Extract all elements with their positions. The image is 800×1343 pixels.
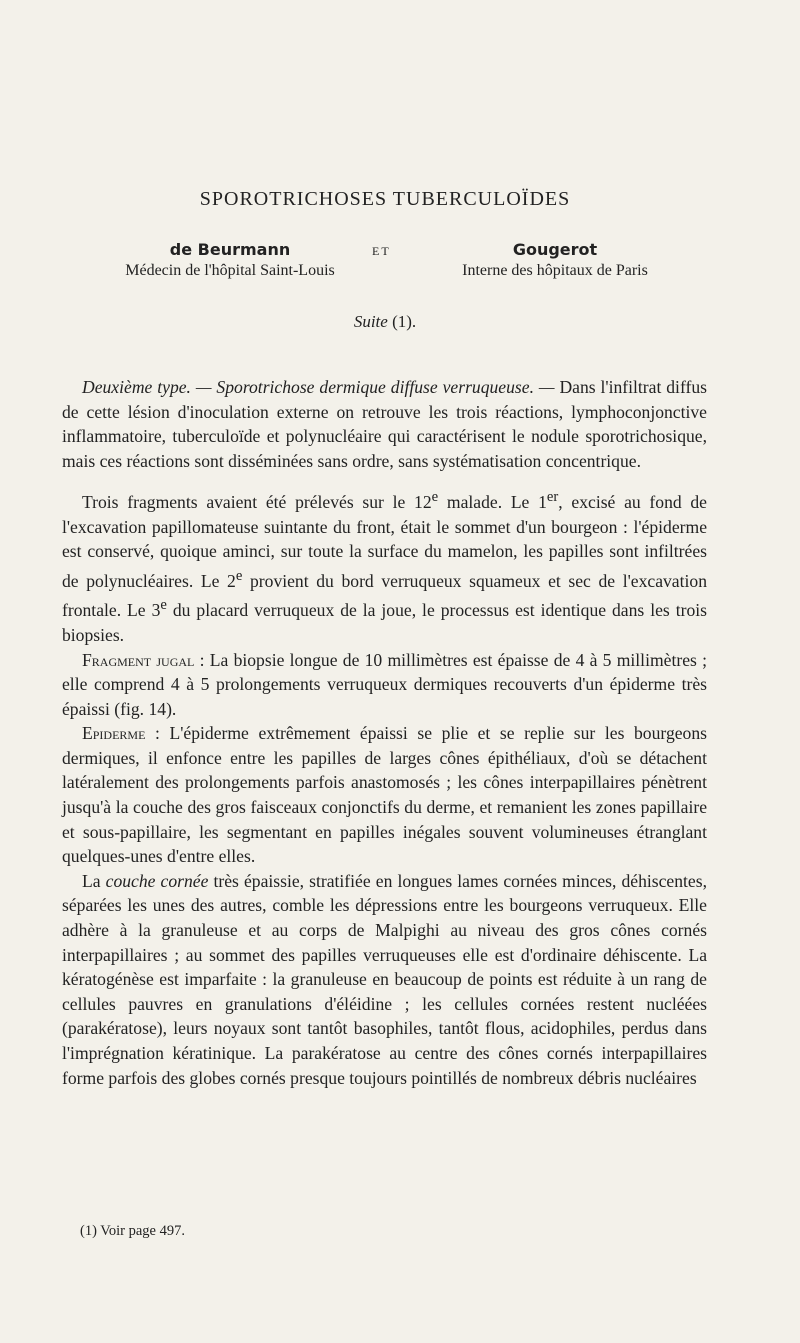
article-body bbox=[62, 375, 707, 1090]
paragraph-epiderme bbox=[62, 721, 707, 869]
text-run: Trois fragments avaient été prélevés sur le 12 bbox=[82, 492, 432, 513]
author-right-role: Interne des hôpitaux de Paris bbox=[462, 262, 648, 279]
article-title: SPOROTRICHOSES TUBERCULOÏDES bbox=[199, 188, 571, 210]
italic-term: couche cornée bbox=[105, 870, 209, 891]
section-heading: Deuxième type. — Sporotrichose dermique diffuse verruqueuse. — bbox=[82, 377, 555, 397]
author-left-role: Médecin de l'hôpital Saint-Louis bbox=[125, 262, 335, 279]
author-block bbox=[0, 240, 800, 300]
superscript: e bbox=[235, 568, 243, 585]
superscript: e bbox=[160, 597, 167, 614]
paragraph-text: Dans l'infiltrat diffus de cette lésion d'inoculation externe on retrouve les trois réactions, lymphoconjonctive inflammatoire, tuberculoïde et polynucléaire qui caractérisent le nodule sporotrichosique, mais ces réactions sont disséminées sans ordre, sans systématisation concentrique. bbox=[62, 377, 707, 471]
continuation-note bbox=[0, 312, 770, 332]
text-run: malade. Le 1 bbox=[438, 492, 547, 513]
author-right bbox=[405, 240, 705, 280]
paragraph-fragments bbox=[62, 485, 707, 647]
paragraph-text: L'épiderme extrêmement épaissi se plie et se replie sur les bourgeons dermiques, il enfonce entre les papilles de larges cônes épithéliaux, d'où se détachent latéralement des prolongements parfois anastomosés ; les cônes interpapillaires pénètrent jusqu'à la couche des gros faisceaux conjonctifs du derme, et remanient les zones papillaire et sous-papillaire, les segmentant en papilles inégales souvent volumineuses étranglant quelques-unes d'entre elles. bbox=[62, 723, 707, 867]
superscript: e bbox=[431, 489, 439, 506]
footnote: (1) Voir page 497. bbox=[80, 1223, 185, 1239]
text-run: La bbox=[82, 870, 106, 891]
paragraph-text: La biopsie longue de 10 millimètres est épaisse de 4 à 5 millimètres ; elle comprend 4 à 5 prolongements verruqueux dermiques recouverts d'un épiderme très épaissi (fig. 14). bbox=[62, 649, 707, 719]
text-run: du placard verruqueux de la joue, le processus est identique dans les trois biopsies. bbox=[62, 600, 707, 645]
author-conjunction: ET bbox=[372, 244, 391, 258]
text-run: , excisé au fond de l'excavation papillomateuse suintante du front, était le sommet d'un bourgeon : l'épiderme est conservé, quoique aminci, sur toute la surface du mamelon, les papilles sont infiltrées de polynucléaires. Le 2 bbox=[62, 492, 707, 591]
author-left bbox=[80, 240, 380, 280]
paragraph-couche-cornee bbox=[62, 869, 707, 1090]
paragraph-type-two bbox=[62, 375, 707, 473]
superscript: er bbox=[546, 489, 559, 506]
author-right-name: Gougerot bbox=[512, 240, 598, 259]
author-left-name: de Beurmann bbox=[169, 240, 291, 259]
subsection-label: Fragment jugal : bbox=[82, 649, 205, 670]
text-run: provient du bord verruqueux squameux et sec de l'excavation frontale. Le 3 bbox=[62, 570, 707, 621]
paragraph-fragment-jugal bbox=[62, 648, 707, 722]
subsection-label: Epiderme : bbox=[82, 723, 160, 744]
suite-footnote-mark: (1). bbox=[387, 312, 417, 331]
suite-word: Suite bbox=[353, 312, 388, 331]
paragraph-text: très épaissie, stratifiée en longues lames cornées minces, déhiscentes, séparées les unes des autres, comble les dépressions entre les bourgeons verruqueux. Elle adhère à la granuleuse et au corps de Malpighi au niveau des gros cônes cornés interpapillaires ; au sommet des papilles verruqueuses elle est d'ordinaire déhiscente. La kératogénèse est imparfaite : la granuleuse en beaucoup de points est réduite à un rang de cellules pauvres en granulations d'éléidine ; les cellules cornées restent nucléées (parakératose), leurs noyaux sont tantôt basophiles, tantôt flous, acidophiles, perdus dans l'imprégnation kératinique. La parakératose au centre des cônes cornés interpapillaires forme parfois des globes cornés presque toujours pointillés de nombreux débris nucléaires bbox=[62, 870, 707, 1088]
